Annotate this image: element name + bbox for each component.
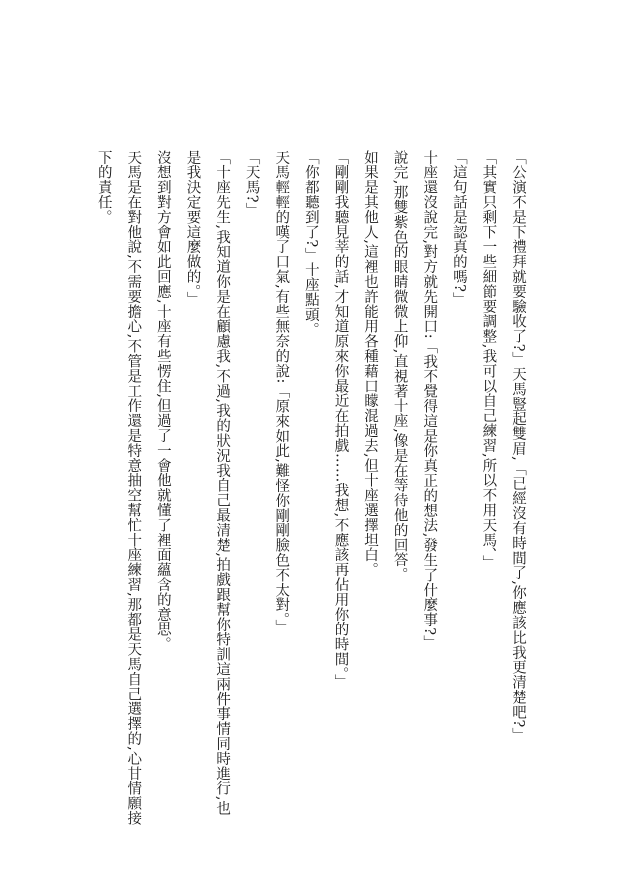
paragraph-13: 天馬是在對他說,不需要擔心,不管是工作還是特意抽空幫忙十座練習,那都是天馬自己選擇的,心甘情願接下的責任。 [95,150,142,826]
paragraph-2: 「其實只剩下一些細節要調整,我可以自己練習,所以不用天馬、」 [480,150,497,570]
paragraph-4: 十座還沒說完,對方就先開口:「我不覺得這是你真正的想法,發生了什麼事?」 [421,150,438,651]
paragraph-7: 「剛剛我聽見莘的話,才知道原來你最近在拍戲……我想,不應該再佔用你的時間。」 [332,150,349,690]
paragraph-11: 「十座先生,我知道你是在顧慮我,不過,我的狀況我自己最清楚,拍戲跟幫你特訓這兩件事情同時進行,也是我決定要這麼做的。」 [184,150,231,816]
paragraph-6: 如果是其他人,這裡也許能用各種藉口矇混過去,但十座選擇坦白。 [362,150,379,578]
paragraph-5: 說完,那雙紫色的眼睛微微上仰,直視著十座,像是在等待他的回答。 [391,150,408,583]
paragraph-8: 「你都聽到了?」十座點頭。 [302,150,319,337]
paragraph-1: 「公演不是下禮拜就要驗收了?」天馬豎起雙眉,「已經沒有時間了,你應該比我更清楚吧?」 [510,150,526,743]
paragraph-12: 沒想到對方會如此回應,十座有些愣住,但過了一會他就懂了裡面蘊含的意思。 [154,150,171,652]
paragraph-9: 天馬輕輕的嘆了口氣,有些無奈的說:「原來如此,難怪你剛剛臉色不太對。」 [273,150,290,635]
paragraph-3: 「這句話是認真的嗎?」 [450,150,467,308]
vertical-text-body [88,150,532,830]
paragraph-10: 「天馬?」 [243,150,260,218]
